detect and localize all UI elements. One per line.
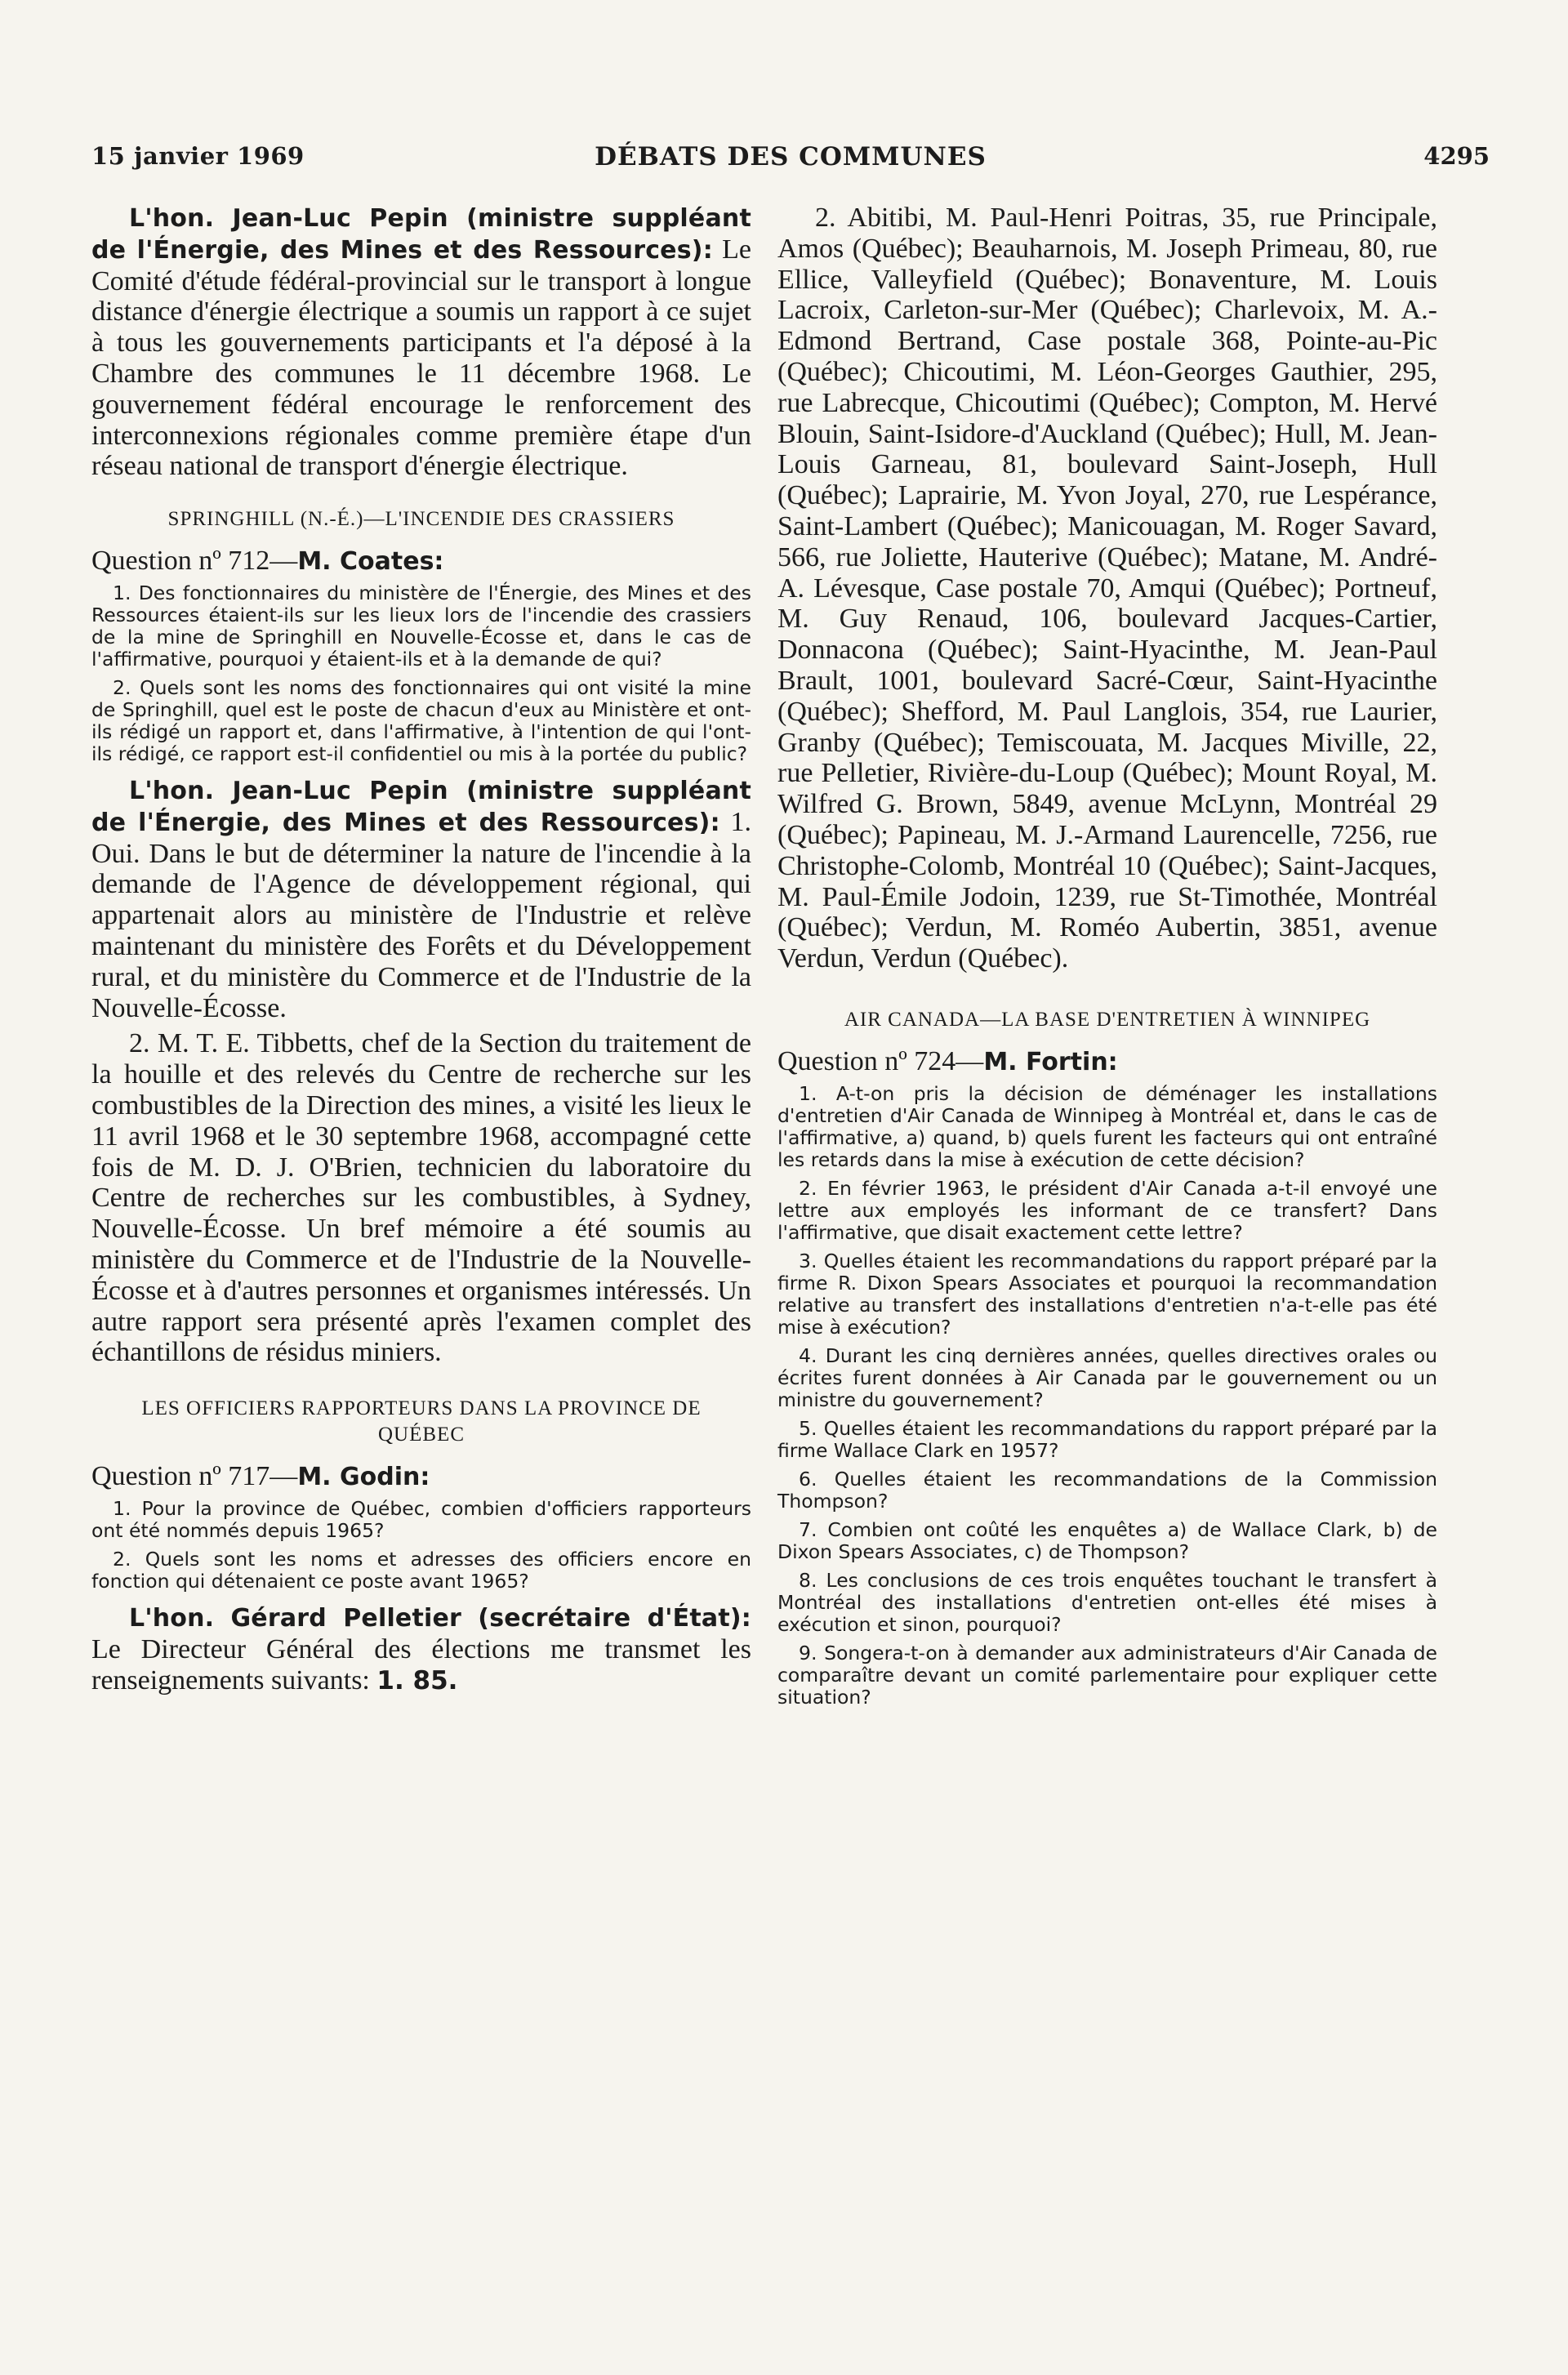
question-item: 1. A-t-on pris la décision de déménager les installations d'entretien d'Air Canada de Winnipeg à Montréal et, dans le cas de l'affirmative, a) quand, b) quels furent les facteurs qui ont entraîné les retards dans la mise à exécution de cette décision? (777, 1081, 1437, 1171)
question-number: Question nº 717— (91, 1461, 298, 1492)
question-member: M. Coates: (297, 547, 444, 577)
speaker-name: L'hon. Jean-Luc Pepin (ministre suppléant de l'Énergie, des Mines et des Ressources): (91, 776, 751, 837)
question-number: Question nº 712— (91, 546, 298, 577)
question-item: 4. Durant les cinq dernières années, quelles directives orales ou écrites furent données à Air Canada par le gouvernement ou un ministre du gouvernement? (777, 1343, 1437, 1411)
question-item: 1. Pour la province de Québec, combien d'officiers rapporteurs ont été nommés depuis 1965? (91, 1496, 751, 1542)
question-item: 1. Des fonctionnaires du ministère de l'Énergie, des Mines et des Ressources étaient-ils sur les lieux lors de l'incendie des crassiers de la mine de Springhill en Nouvelle-Écosse et, dans le cas de l'affirmative, pourquoi y étaient-ils et à la demande de qui? (91, 581, 751, 671)
header-date: 15 janvier 1969 (91, 142, 305, 170)
answer-paragraph (91, 203, 751, 482)
answer-text: Le Comité d'étude fédéral-provincial sur le transport à longue distance d'énergie électrique a soumis un rapport à ce sujet à tous les gouvernements participants et l'a déposé à la Chambre des communes le 11 décembre 1968. Le gouvernement fédéral encourage le renforcement des interconnexions régionales comme première étape d'un réseau national de transport d'énergie électrique. (91, 234, 752, 482)
question-item: 5. Quelles étaient les recommandations du rapport préparé par la firme Wallace Clark en 1957? (777, 1416, 1437, 1462)
question-item: 2. Quels sont les noms des fonctionnaires qui ont visité la mine de Springhill, quel est le poste de chacun d'eux au Ministère et ont-ils rédigé un rapport et, dans l'affirmative, à l'intention de qui l'ont-ils rédigé, ce rapport est-il confidentiel ou mis à la portée du public? (91, 675, 751, 765)
question-item: 3. Quelles étaient les recommandations du rapport préparé par la firme R. Dixon Spears Associates et pourquoi la recommandation relative au transfert des installations d'entretien n'a-t-elle pas été mise à exécution? (777, 1249, 1437, 1339)
answer-paragraph: 2. M. T. E. Tibbetts, chef de la Section du traitement de la houille et des relevés du Centre de recherche sur les combustibles de la Direction des mines, a visité les lieux le 11 avril 1968 et le 30 septembre 1968, accompagné cette fois de M. D. J. O'Brien, technicien du laboratoire du Centre de recherches sur les combustibles, à Sydney, Nouvelle-Écosse. Un bref mémoire a été soumis au ministère du Commerce et de l'Industrie de la Nouvelle-Écosse et à d'autres personnes et organismes intéressés. Un autre rapport sera présenté après l'examen complet des échantillons de résidus miniers. (91, 1028, 751, 1368)
section-heading: SPRINGHILL (N.-É.)—L'INCENDIE DES CRASSIERS (167, 508, 675, 531)
answer-paragraph (91, 775, 751, 1023)
section-heading: LES OFFICIERS RAPPORTEURS DANS LA PROVINCE DE QUÉBEC (141, 1397, 702, 1446)
section-heading: AIR CANADA—LA BASE D'ENTRETIEN À WINNIPEG (844, 1008, 1371, 1031)
question-member: M. Fortin: (983, 1047, 1118, 1076)
question-line (777, 1046, 1437, 1078)
right-column (777, 203, 1437, 1715)
header-title: DÉBATS DES COMMUNES (595, 142, 987, 172)
header-page-number: 4295 (1423, 142, 1490, 170)
answer-paragraph: 2. Abitibi, M. Paul-Henri Poitras, 35, rue Principale, Amos (Québec); Beauharnois, M. Joseph Primeau, 80, rue Ellice, Valleyfield (Québec); Bonaventure, M. Louis Lacroix, Carleton-sur-Mer (Québec); Charlevoix, M. A.-Edmond Bertrand, Case postale 368, Pointe-au-Pic (Québec); Chicoutimi, M. Léon-Georges Gauthier, 295, rue Labrecque, Chicoutimi (Québec); Compton, M. Hervé Blouin, Saint-Isidore-d'Auckland (Québec); Hull, M. Jean-Louis Garneau, 81, boulevard Saint-Joseph, Hull (Québec); Laprairie, M. Yvon Joyal, 270, rue Lespérance, Saint-Lambert (Québec); Manicouagan, M. Roger Savard, 566, rue Joliette, Hauterive (Québec); Matane, M. André-A. Lévesque, Case postale 70, Amqui (Québec); Portneuf, M. Guy Renaud, 106, boulevard Jacques-Cartier, Donnacona (Québec); Saint-Hyacinthe, M. Jean-Paul Brault, 1001, boulevard Sacré-Cœur, Saint-Hyacinthe (Québec); Shefford, M. Paul Langlois, 354, rue Laurier, Granby (Québec); Temiscouata, M. Jacques Miville, 22, rue Pelletier, Rivière-du-Loup (Québec); Mount Royal, M. Wilfred G. Brown, 5849, avenue McLynn, Montréal 29 (Québec); Papineau, M. J.-Armand Laurencelle, 7256, rue Christophe-Colomb, Montréal 10 (Québec); Saint-Jacques, M. Paul-Émile Jodoin, 1239, rue St-Timothée, Montréal (Québec); Verdun, M. Roméo Aubertin, 3851, avenue Verdun, Verdun (Québec). (777, 203, 1437, 974)
answer-text: Le Directeur Général des élections me transmet les renseignements suivants: (91, 1633, 751, 1695)
speaker-name: L'hon. Gérard Pelletier (secrétaire d'État): (129, 1603, 751, 1633)
question-item: 9. Songera-t-on à demander aux administrateurs d'Air Canada de comparaître devant un comité parlementaire pour expliquer cette situation? (777, 1641, 1437, 1709)
question-item: 7. Combien ont coûté les enquêtes a) de Wallace Clark, b) de Dixon Spears Associates, c) de Thompson? (777, 1517, 1437, 1563)
question-item: 2. Quels sont les noms et adresses des officiers encore en fonction qui détenaient ce poste avant 1965? (91, 1547, 751, 1593)
answer-text: 1. Oui. Dans le but de déterminer la nature de l'incendie à la demande de l'Agence de développement régional, qui appartenait alors au ministère de l'Industrie et relève maintenant du ministère des Forêts et du Développement rural, et du ministère du Commerce et de l'Industrie de la Nouvelle-Écosse. (91, 806, 752, 1023)
question-line (91, 546, 751, 577)
question-item: 8. Les conclusions de ces trois enquêtes touchant le transfert à Montréal des installations d'entretien ont-elles été mises à exécution et sinon, pourquoi? (777, 1568, 1437, 1636)
running-header (91, 142, 1490, 183)
left-column (91, 203, 751, 1696)
question-line (91, 1461, 751, 1493)
speaker-name: L'hon. Jean-Luc Pepin (ministre suppléant de l'Énergie, des Mines et des Ressources): (91, 204, 751, 265)
question-member: M. Godin: (297, 1463, 430, 1492)
question-item: 2. En février 1963, le président d'Air Canada a-t-il envoyé une lettre aux employés les informant de ce transfert? Dans l'affirmative, que disait exactement cette lettre? (777, 1176, 1437, 1244)
answer-value: 1. 85. (376, 1665, 458, 1695)
answer-paragraph (91, 1602, 751, 1696)
question-item: 6. Quelles étaient les recommandations de la Commission Thompson? (777, 1467, 1437, 1513)
question-number: Question nº 724— (777, 1045, 984, 1076)
